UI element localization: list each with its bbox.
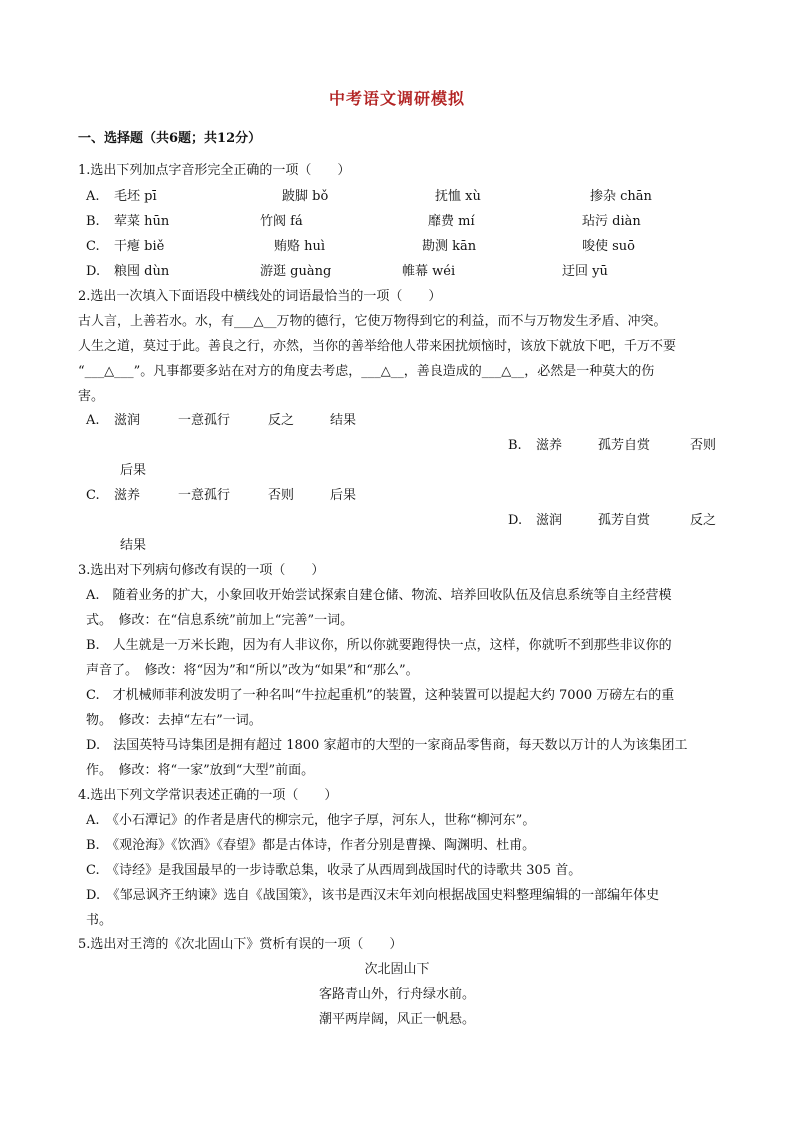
q2-a-w2: 一意孤行 — [178, 413, 231, 428]
q3-option-b-line1: B. 人生就是一万米长跑，因为有人非议你，所以你就要跑得快一点，这样，你就听不到那些非议你的 — [86, 638, 672, 653]
q1-d-item1: 粮囤 dùn — [114, 264, 170, 279]
q1-c-item2: 贿赂 huì — [274, 239, 326, 254]
q1-a-item4: 掺杂 chān — [590, 189, 652, 204]
q1-a-item2: 跛脚 bǒ — [282, 189, 329, 204]
q4-option-a: A. 《小石潭记》的作者是唐代的柳宗元，他字子厚，河东人，世称“柳河东”。 — [86, 813, 536, 828]
q3-option-d-line1: D. 法国英特马诗集团是拥有超过 1800 家超市的大型的一家商品零售商，每天数以万计的人为该集团工 — [86, 738, 688, 753]
q2-c-letter: C. — [86, 488, 100, 503]
q1-stem: 1.选出下列加点字音形完全正确的一项（ ） — [78, 163, 351, 178]
q1-c-item3: 勘测 kān — [422, 239, 477, 254]
q2-d-w2: 孤芳自赏 — [598, 513, 651, 528]
q2-b-w1: 滋养 — [536, 438, 563, 453]
q3-option-a-line1: A. 随着业务的扩大，小象回收开始尝试探索自建仓储、物流、培养回收队伍及信息系统等自主经营模 — [86, 588, 672, 603]
q2-d-letter: D. — [508, 513, 523, 528]
q1-b-item1: 荤菜 hūn — [114, 214, 170, 229]
q1-d-letter: D. — [86, 264, 101, 279]
q2-a-w1: 滋润 — [114, 413, 141, 428]
q2-d-w4: 结果 — [120, 538, 147, 553]
poem-line-1: 客路青山外，行舟绿水前。 — [318, 987, 475, 1002]
q2-d-w3: 反之 — [690, 513, 717, 528]
q2-b-letter: B. — [508, 438, 522, 453]
q1-a-item1: 毛坯 pī — [114, 189, 157, 204]
q1-c-letter: C. — [86, 239, 100, 254]
poem-line-2: 潮平两岸阔，风正一帆悬。 — [318, 1012, 475, 1027]
q4-option-d-line1: D. 《邹忌讽齐王纳谏》选自《战国策》，该书是西汉末年刘向根据战国史料整理编辑的一部编年体史 — [86, 888, 660, 903]
q2-c-w1: 滋养 — [114, 488, 141, 503]
q3-option-b-line2: 声音了。 修改：将“因为”和“所以”改为“如果”和“那么”。 — [86, 663, 419, 678]
q2-d-w1: 滋润 — [536, 513, 563, 528]
page-title: 中考语文调研模拟 — [328, 89, 465, 108]
q1-d-item4: 迂回 yū — [562, 264, 608, 279]
q1-a-letter: A. — [86, 189, 100, 204]
q2-b-w3: 否则 — [690, 438, 717, 453]
q4-option-b: B. 《观沧海》《饮酒》《春望》都是古体诗，作者分别是曹操、陶渊明、杜甫。 — [86, 838, 536, 853]
q1-c-item4: 唆使 suō — [582, 239, 636, 254]
q3-option-a-line2: 式。 修改：在“信息系统”前加上“完善”一词。 — [86, 613, 354, 628]
q4-option-c: C. 《诗经》是我国最早的一步诗歌总集，收录了从西周到战国时代的诗歌共 305 首。 — [86, 863, 582, 878]
q1-b-letter: B. — [86, 214, 100, 229]
q2-c-w4: 后果 — [330, 488, 357, 503]
q2-c-w2: 一意孤行 — [178, 488, 231, 503]
q3-option-c-line2: 物。 修改：去掉“左右”一词。 — [86, 713, 262, 728]
q2-a-w3: 反之 — [268, 413, 295, 428]
section-heading: 一、选择题（共6题；共12分） — [78, 131, 262, 146]
q1-a-item3: 抚恤 xù — [435, 189, 481, 204]
poem-title: 次北固山下 — [364, 962, 430, 977]
q2-passage-line3: “___△___”。凡事都要多站在对方的角度去考虑，___△__，善良造成的___△__，必然是一种莫大的伤 — [78, 364, 655, 379]
q1-b-item4: 玷污 diàn — [582, 214, 641, 229]
q1-c-item1: 干瘪 biě — [114, 239, 165, 254]
q4-stem: 4.选出下列文学常识表述正确的一项（ ） — [78, 788, 338, 803]
q1-b-item3: 靡费 mí — [428, 214, 475, 229]
q3-option-c-line1: C. 才机械师菲利波发明了一种名叫“牛拉起重机”的装置，这种装置可以提起大约 7000 万磅左右的重 — [86, 688, 675, 703]
q2-a-w4: 结果 — [330, 413, 357, 428]
q2-b-w4: 后果 — [120, 463, 147, 478]
q3-option-d-line2: 作。 修改：将“一家”放到“大型”前面。 — [86, 763, 315, 778]
q2-passage-line1: 古人言，上善若水。水，有___△__万物的德行，它使万物得到它的利益，而不与万物发生矛盾、冲突。 — [78, 314, 667, 329]
q2-a-letter: A. — [86, 413, 100, 428]
q1-b-item2: 竹阀 fá — [260, 214, 303, 229]
q3-stem: 3.选出对下列病句修改有误的一项（ ） — [78, 563, 325, 578]
q4-option-d-line2: 书。 — [86, 913, 113, 928]
q2-b-w2: 孤芳自赏 — [598, 438, 651, 453]
q1-d-item2: 游逛 guàng — [260, 264, 332, 279]
q5-stem: 5.选出对王湾的《次北固山下》赏析有误的一项（ ） — [78, 937, 403, 952]
q1-d-item3: 帷幕 wéi — [402, 264, 456, 279]
q2-passage-line4: 害。 — [78, 389, 105, 404]
q2-stem: 2.选出一次填入下面语段中横线处的词语最恰当的一项（ ） — [78, 289, 442, 304]
q2-passage-line2: 人生之道，莫过于此。善良之行，亦然，当你的善举给他人带来困扰烦恼时，该放下就放下吧，千万不要 — [78, 339, 677, 354]
q2-c-w3: 否则 — [268, 488, 295, 503]
